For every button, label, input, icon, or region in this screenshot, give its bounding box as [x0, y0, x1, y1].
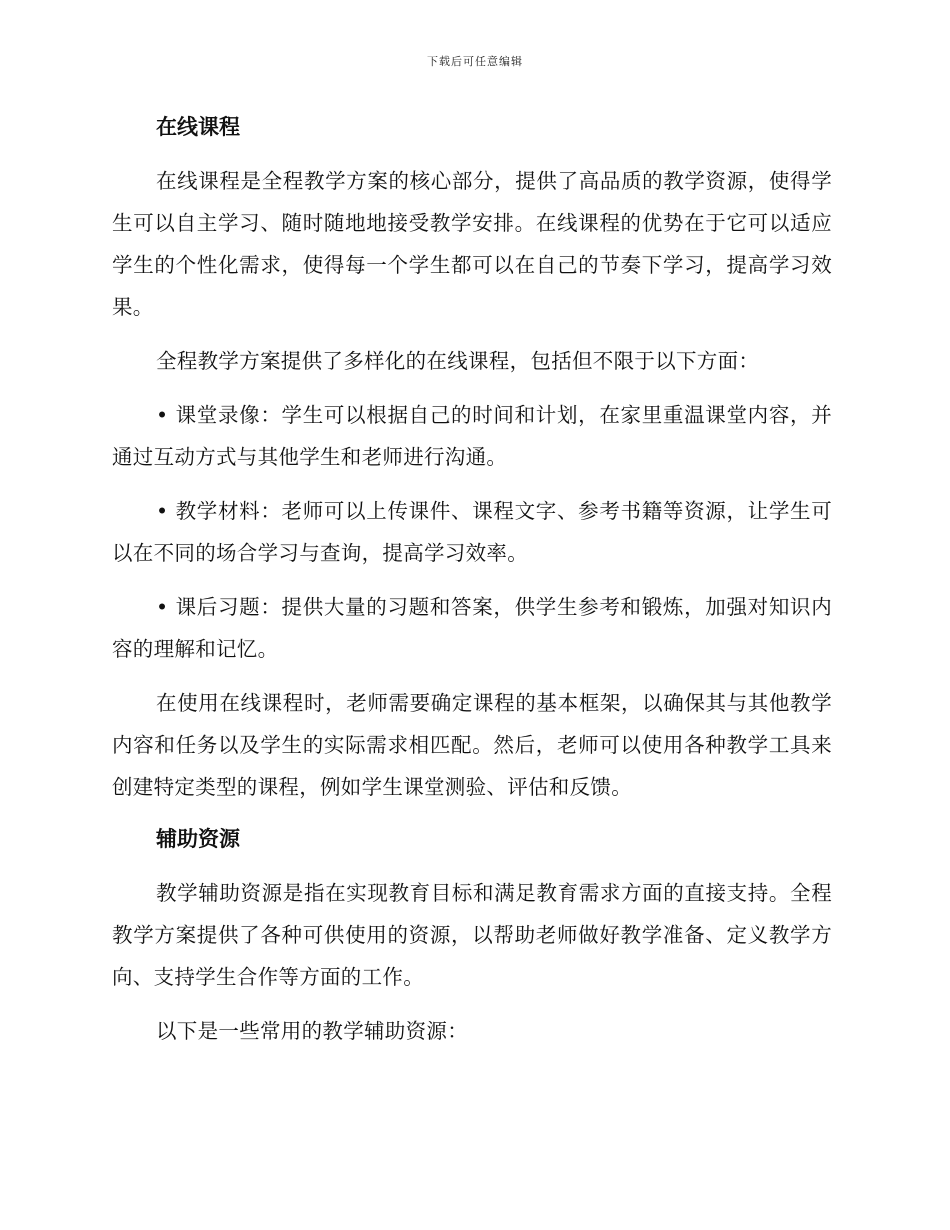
section-heading-online-courses: 在线课程	[156, 114, 240, 139]
paragraph: 以下是一些常用的教学辅助资源：	[156, 1019, 468, 1043]
document-body	[112, 108, 832, 1052]
list-item-class-recording: • 课堂录像：学生可以根据自己的时间和计划，在家里重温课堂内容，并通过互动方式与其他学生和老师进行沟通。	[112, 403, 832, 469]
paragraph: 教学辅助资源是指在实现教育目标和满足教育需求方面的直接支持。全程教学方案提供了各种可供使用的资源，以帮助老师做好教学准备、定义教学方向、支持学生合作等方面的工作。	[112, 881, 832, 989]
section-heading-auxiliary-resources: 辅助资源	[156, 826, 240, 851]
page-header: 下载后可任意编辑	[427, 55, 523, 68]
paragraph: 在使用在线课程时，老师需要确定课程的基本框架，以确保其与其他教学内容和任务以及学生的实际需求相匹配。然后，老师可以使用各种教学工具来创建特定类型的课程，例如学生课堂测验、评估和反馈。	[112, 691, 832, 799]
list-item-homework: • 课后习题：提供大量的习题和答案，供学生参考和锻炼，加强对知识内容的理解和记忆。	[112, 595, 832, 661]
paragraph: 全程教学方案提供了多样化的在线课程，包括但不限于以下方面：	[156, 349, 760, 373]
paragraph: 在线课程是全程教学方案的核心部分，提供了高品质的教学资源，使得学生可以自主学习、随时随地地接受教学安排。在线课程的优势在于它可以适应学生的个性化需求，使得每一个学生都可以在自己的节奏下学习，提高学习效果。	[112, 169, 832, 319]
list-item-teaching-materials: • 教学材料：老师可以上传课件、课程文字、参考书籍等资源，让学生可以在不同的场合学习与查询，提高学习效率。	[112, 499, 832, 565]
